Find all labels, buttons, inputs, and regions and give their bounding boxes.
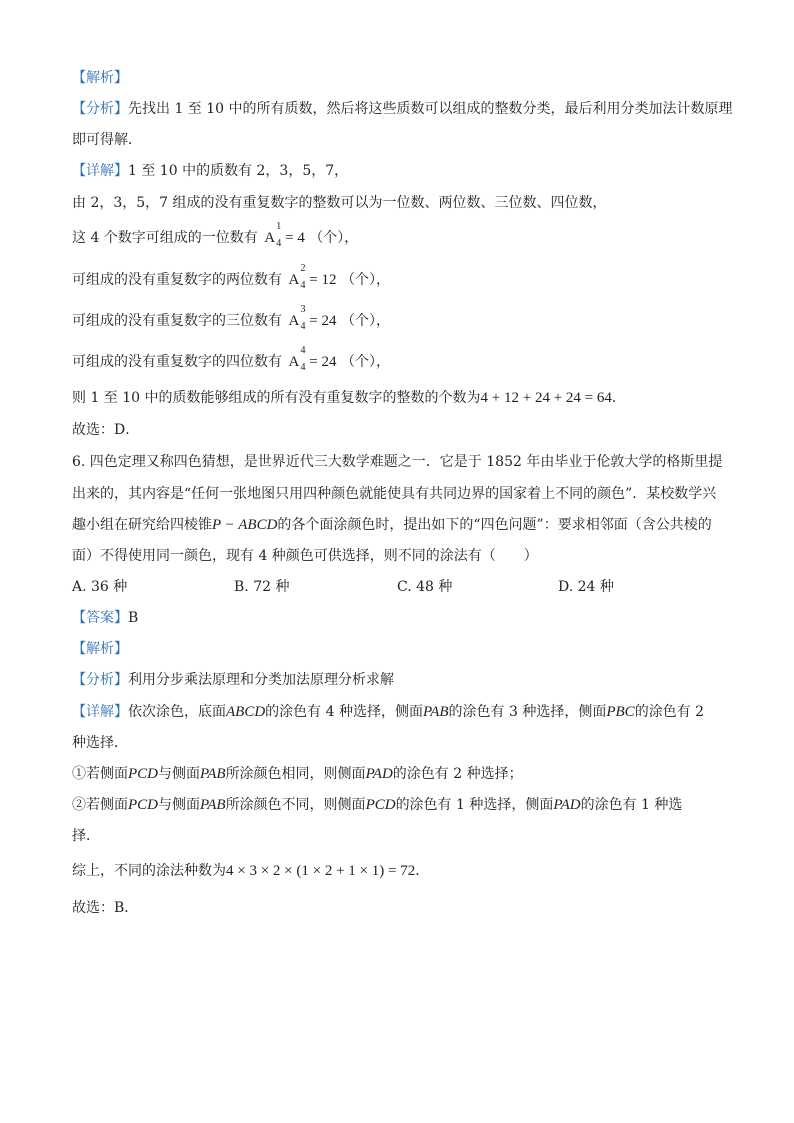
q5-detail-line-1: 【详解】1 至 10 中的质数有 2，3，5，7， — [72, 163, 349, 179]
q6-detail-line-1: 【详解】依次涂色，底面ABCD的涂色有 4 种选择，侧面PAB的涂色有 3 种选择，侧面PBC的涂色有 2 — [72, 704, 705, 720]
q6-jiexi-heading: 【解析】 — [72, 641, 128, 657]
q5-detail-line-3: 这 4 个数字可组成的一位数有 A 1 4 = 4 （个）， — [72, 221, 359, 249]
q5-analysis-line-2: 即可得解． — [72, 132, 142, 148]
choice-d: D. 24 种 — [558, 579, 614, 595]
choice-c: C. 48 种 — [397, 579, 453, 595]
q6-detail-line-2: 种选择． — [72, 735, 128, 751]
q6-answer-line: 故选：B． — [72, 900, 139, 916]
q6-case-2: ②若侧面PCD与侧面PAB所涂颜色不同，则侧面PCD的涂色有 1 种选择，侧面PAD的涂色有 1 种选 — [72, 797, 683, 813]
q5-jiexi-heading: 【解析】 — [72, 70, 128, 86]
q6-stem-line-3: 趣小组在研究给四棱锥P − ABCD的各个面涂颜色时，提出如下的“四色问题”：要求相邻面（含公共棱的 — [72, 517, 712, 533]
choice-a: A. 36 种 — [72, 579, 128, 595]
q5-detail-line-6: 可组成的没有重复数字的四位数有 A 4 4 = 24 （个）， — [72, 345, 390, 373]
q6-case-2-cont: 择． — [72, 828, 100, 844]
q6-analysis-line: 【分析】利用分步乘法原理和分类加法原理分析求解 — [72, 672, 394, 688]
q6-stem-line-4: 面）不得使用同一颜色，现有 4 种颜色可供选择，则不同的涂法有（ ） — [72, 548, 538, 564]
permutation-a-4-4: A 4 4 — [288, 345, 306, 373]
q5-detail-line-5: 可组成的没有重复数字的三位数有 A 3 4 = 24 （个）， — [72, 304, 390, 332]
q6-stem-line-1: 6. 四色定理又称四色猜想，是世界近代三大数学难题之一．它是于 1852 年由毕业于伦敦大学的格斯里提 — [72, 454, 723, 470]
q6-stem-line-2: 出来的，其内容是“任何一张地图只用四种颜色就能使具有共同边界的国家着上不同的颜色”．某校数学兴 — [72, 486, 717, 502]
q5-answer-line: 故选：D． — [72, 422, 140, 438]
q6-choices — [72, 577, 712, 597]
q5-detail-line-4: 可组成的没有重复数字的两位数有 A 2 4 = 12 （个）， — [72, 263, 390, 291]
permutation-a-4-3: A 3 4 — [288, 304, 306, 332]
q5-analysis-line-1: 【分析】先找出 1 至 10 中的所有质数，然后将这些质数可以组成的整数分类，最后利用分类加法计数原理 — [72, 101, 733, 117]
q5-detail-line-7: 则 1 至 10 中的质数能够组成的所有没有重复数字的整数的个数为4 + 12 + 24 + 24 = 64． — [72, 390, 626, 406]
q6-case-1: ①若侧面PCD与侧面PAB所涂颜色相同，则侧面PAD的涂色有 2 种选择； — [72, 766, 523, 782]
q6-answer-heading: 【答案】B — [72, 610, 139, 626]
q6-summary-line: 综上，不同的涂法种数为4 × 3 × 2 × (1 × 2 + 1 × 1) = 72． — [72, 863, 430, 879]
choice-b: B. 72 种 — [234, 579, 290, 595]
permutation-a-4-2: A 2 4 — [288, 263, 306, 291]
permutation-a-4-1: A 1 4 — [264, 221, 282, 249]
q5-detail-line-2: 由 2，3，5，7 组成的没有重复数字的整数可以为一位数、两位数、三位数、四位数， — [72, 195, 607, 211]
